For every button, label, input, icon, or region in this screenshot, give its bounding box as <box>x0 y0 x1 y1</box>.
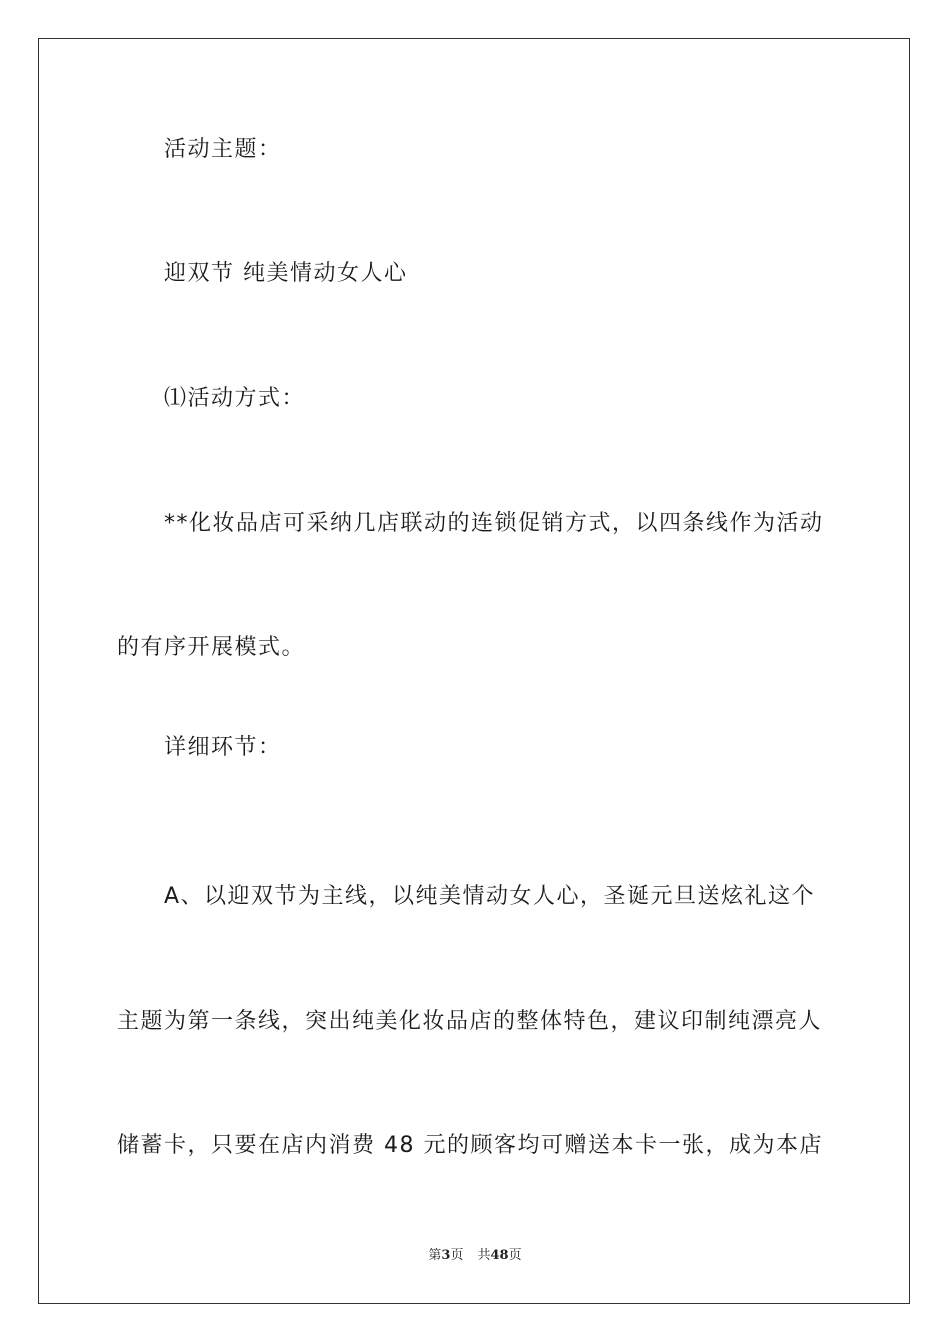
page-footer <box>0 1247 950 1265</box>
footer-total-prefix: 共 <box>477 1248 491 1263</box>
paragraph-method-heading: ⑴活动方式： <box>164 386 306 411</box>
paragraph-theme-heading: 活动主题： <box>164 137 282 162</box>
paragraph-details-heading: 详细环节： <box>164 735 282 760</box>
footer-page-suffix: 页 <box>450 1248 464 1263</box>
footer-page-number: 3 <box>441 1248 451 1263</box>
footer-total-number: 48 <box>490 1248 509 1263</box>
paragraph-details-line-1: A、以迎双节为主线，以纯美情动女人心，圣诞元旦送炫礼这个 <box>164 884 816 909</box>
paragraph-details-line-2: 主题为第一条线，突出纯美化妆品店的整体特色，建议印制纯漂亮人 <box>117 1009 823 1034</box>
paragraph-method-line-2: 的有序开展模式。 <box>117 635 306 660</box>
footer-page-prefix: 第 <box>428 1248 442 1263</box>
footer-total-suffix: 页 <box>508 1248 522 1263</box>
page-border <box>38 38 910 1304</box>
paragraph-details-line-3: 储蓄卡，只要在店内消费 48 元的顾客均可赠送本卡一张，成为本店 <box>117 1133 823 1158</box>
paragraph-method-line-1: **化妆品店可采纳几店联动的连锁促销方式，以四条线作为活动 <box>164 511 824 536</box>
paragraph-theme-title: 迎双节 纯美情动女人心 <box>164 261 408 286</box>
